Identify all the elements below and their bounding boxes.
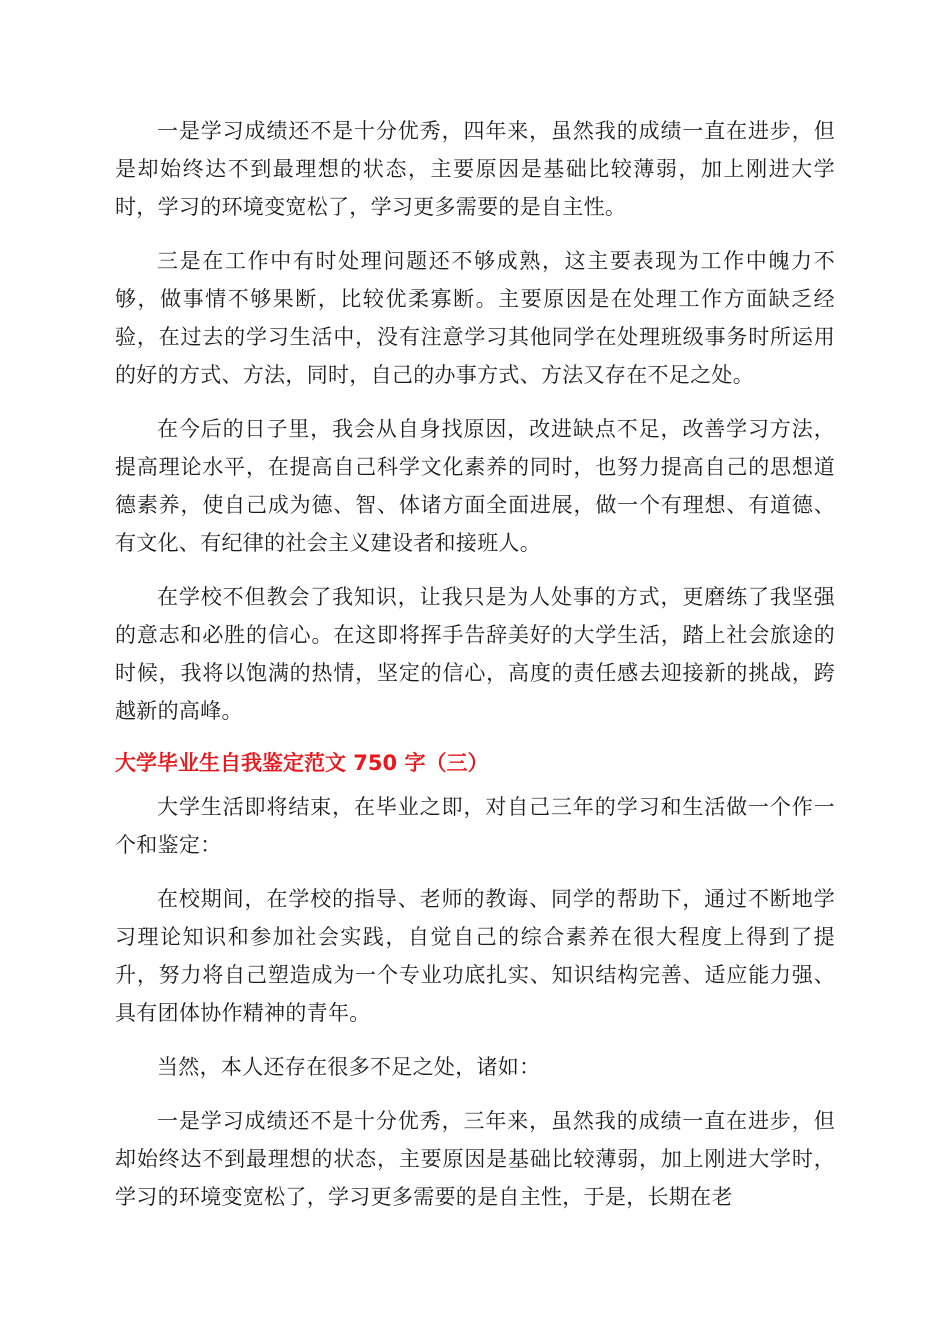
document-body [115,112,835,1232]
paragraph-shortcomings: 当然，本人还存在很多不足之处，诸如： [157,1055,541,1079]
section-heading: 大学毕业生自我鉴定范文 750 字（三） [115,751,489,775]
paragraph-study-grades-2: 一是学习成绩还不是十分优秀，三年来，虽然我的成绩一直在进步，但却始终达不到最理想的状态，主要原因是基础比较薄弱，加上刚进大学时，学习的环境变宽松了，学习更多需要的是自主性，于是，长期在老 [115,1109,835,1209]
paragraph-school-period: 在校期间，在学校的指导、老师的教诲、同学的帮助下，通过不断地学习理论知识和参加社会实践，自觉自己的综合素养在很大程度上得到了提升，努力将自己塑造成为一个专业功底扎实、知识结构完善、适应能力强、具有团体协作精神的青年。 [115,887,835,1025]
paragraph-work-maturity: 三是在工作中有时处理问题还不够成熟，这主要表现为工作中魄力不够，做事情不够果断，比较优柔寡断。主要原因是在处理工作方面缺乏经验，在过去的学习生活中，没有注意学习其他同学在处理班级事务时所运用的好的方式、方法，同时，自己的办事方式、方法又存在不足之处。 [115,249,835,387]
paragraph-study-grades: 一是学习成绩还不是十分优秀，四年来，虽然我的成绩一直在进步，但是却始终达不到最理想的状态，主要原因是基础比较薄弱，加上刚进大学时，学习的环境变宽松了，学习更多需要的是自主性。 [115,119,835,219]
paragraph-future-plan: 在今后的日子里，我会从自身找原因，改进缺点不足，改善学习方法，提高理论水平，在提高自己科学文化素养的同时，也努力提高自己的思想道德素养，使自己成为德、智、体诸方面全面进展，做一个有理想、有道德、有文化、有纪律的社会主义建设者和接班人。 [115,417,835,555]
paragraph-school-gratitude: 在学校不但教会了我知识，让我只是为人处事的方式，更磨练了我坚强的意志和必胜的信心。在这即将挥手告辞美好的大学生活，踏上社会旅途的时候，我将以饱满的热情，坚定的信心，高度的责任感去迎接新的挑战，跨越新的高峰。 [115,585,835,723]
paragraph-intro: 大学生活即将结束，在毕业之即，对自己三年的学习和生活做一个作一个和鉴定： [115,795,835,857]
